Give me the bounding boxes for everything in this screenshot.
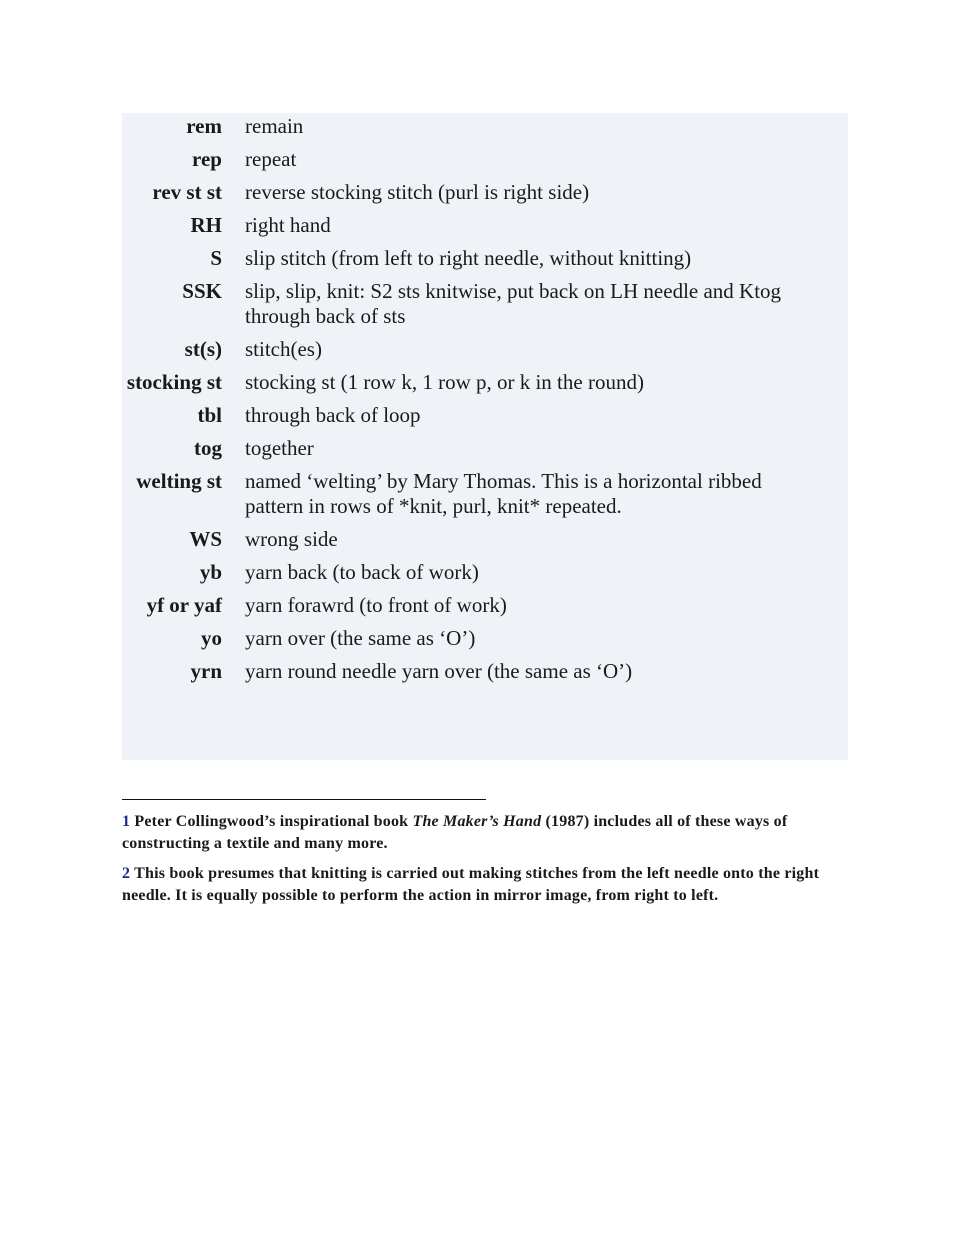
table-row [122, 659, 848, 692]
definition: yarn over (the same as ‘O’) [245, 626, 476, 650]
table-row [122, 593, 848, 626]
footnote-1 [122, 811, 842, 855]
table-row [122, 337, 848, 370]
term: welting st [136, 469, 222, 493]
footnote-number[interactable]: 1 [122, 813, 131, 830]
definition: slip stitch (from left to right needle, without knitting) [245, 246, 692, 270]
definition: yarn forawrd (to front of work) [245, 593, 507, 617]
term: yrn [190, 659, 222, 683]
term: rem [186, 114, 222, 138]
definition: through back of loop [245, 403, 421, 427]
term: yo [201, 626, 222, 650]
table-row [122, 246, 848, 279]
definition: repeat [245, 147, 297, 171]
term: yf or yaf [146, 593, 222, 617]
definition: yarn back (to back of work) [245, 560, 479, 584]
term: WS [189, 527, 222, 551]
term: tbl [197, 403, 222, 427]
term: rev st st [152, 180, 222, 204]
abbreviations-box [122, 113, 848, 760]
footnotes [122, 811, 842, 915]
footnote-separator [122, 799, 486, 800]
footnote-text: Peter Collingwood’s inspirational book [134, 813, 413, 830]
term: SSK [182, 279, 222, 303]
definition: wrong side [245, 527, 338, 551]
definition: reverse stocking stitch (purl is right side) [245, 180, 590, 204]
term: st(s) [184, 337, 222, 361]
term: stocking st [126, 370, 222, 394]
definition: remain [245, 114, 304, 138]
table-row [122, 113, 848, 147]
term: RH [190, 213, 222, 237]
table-row [122, 469, 848, 527]
footnote-number[interactable]: 2 [122, 865, 131, 882]
definition: yarn round needle yarn over (the same as ‘O’) [245, 659, 633, 683]
footnote-2 [122, 863, 842, 907]
definition: right hand [245, 213, 331, 237]
table-row [122, 147, 848, 180]
footnote-text: This book presumes that knitting is carried out making stitches from the left needle onto the right needle. It is equally possible to perform the action in mirror image, from right to left. [122, 865, 820, 904]
table-row [122, 370, 848, 403]
definition: named ‘welting’ by Mary Thomas. This is a horizontal ribbed pattern in rows of *knit, purl, knit* repeated. [245, 469, 762, 518]
table-row [122, 279, 848, 337]
table-row [122, 436, 848, 469]
footnote-text: (1987) includes all of these ways of constructing a textile and many more. [122, 813, 788, 852]
abbreviations-table [122, 113, 848, 692]
definition: together [245, 436, 314, 460]
definition: stitch(es) [245, 337, 322, 361]
table-row [122, 560, 848, 593]
table-row [122, 403, 848, 436]
table-row [122, 180, 848, 213]
term: rep [192, 147, 222, 171]
table-row [122, 626, 848, 659]
term: S [210, 246, 222, 270]
table-row [122, 527, 848, 560]
definition: stocking st (1 row k, 1 row p, or k in the round) [245, 370, 644, 394]
definition: slip, slip, knit: S2 sts knitwise, put back on LH needle and Ktog through back of sts [245, 279, 782, 328]
table-row [122, 213, 848, 246]
term: yb [199, 560, 222, 584]
book-title: The Maker’s Hand [412, 813, 542, 830]
term: tog [194, 436, 222, 460]
